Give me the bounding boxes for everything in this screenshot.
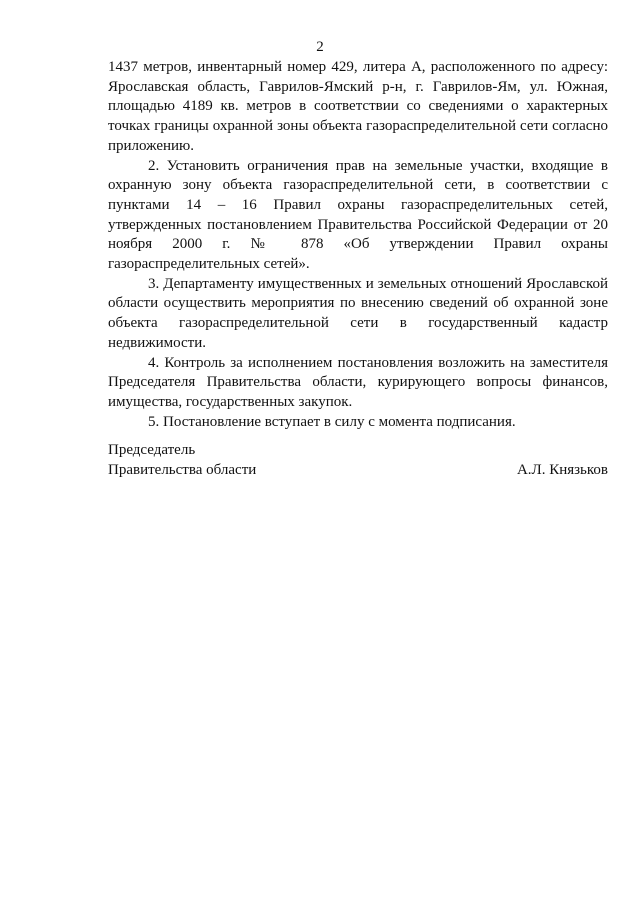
- signatory-title-line2: Правительства области: [108, 461, 257, 478]
- signature-line: [108, 461, 608, 481]
- paragraph-item-5: 5. Постановление вступает в силу с момента подписания.: [148, 413, 516, 430]
- signatory-title-line1: Председатель: [108, 442, 196, 458]
- paragraph-continuation: 1437 метров, инвентарный номер 429, литера А, расположенного по адресу: Ярославская область, Гаврилов-Ямский р-н, г. Гаврилов-Ям, ул. Южная, площадью 4189 кв. метров в соответствии со сведениями о характерных точках границы охранной зоны объекта газораспределительной сети согласно приложению.: [108, 59, 608, 154]
- signature-block: [108, 441, 608, 480]
- paragraph-item-2: 2. Установить ограничения прав на земельные участки, входящие в охранную зону объекта газораспределительной сети, в соответствии с пунктами 14 – 16 Правил охраны газораспределительных сетей, утвержденных постановлением Правительства Российской Федерации от 20 ноября 2000 г. № 878 «Об утверждении Правил охраны газораспределительных сетей».: [108, 157, 608, 273]
- signatory-name: А.Л. Князьков: [516, 461, 608, 478]
- paragraph-item-3: 3. Департаменту имущественных и земельных отношений Ярославской области осуществить мероприятия по внесению сведений об охранной зоне объекта газораспределительной сети в государственный кадастр недвижимости.: [108, 275, 608, 351]
- page-number: 2: [316, 39, 324, 55]
- document-body: [108, 58, 608, 432]
- paragraph-item-4: 4. Контроль за исполнением постановления возложить на заместителя Председателя Правительства области, курирующего вопросы финансов, имущества, государственных закупок.: [108, 354, 608, 410]
